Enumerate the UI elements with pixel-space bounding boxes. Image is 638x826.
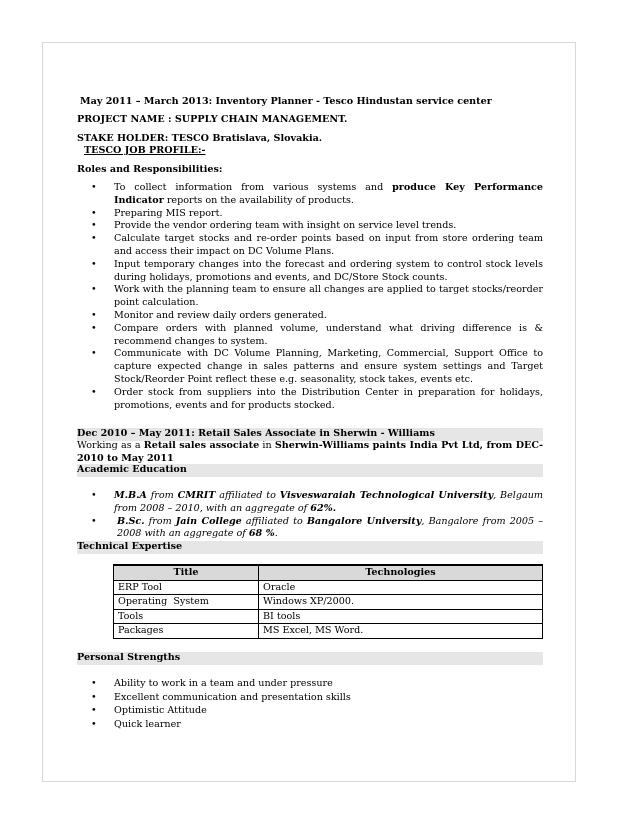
project-name: PROJECT NAME : SUPPLY CHAIN MANAGEMENT. bbox=[77, 114, 348, 125]
sherwin-heading: Dec 2010 – May 2011: Retail Sales Associate in Sherwin - Williams bbox=[77, 428, 543, 441]
table-cell: Oracle bbox=[259, 580, 543, 595]
table-cell: Windows XP/2000. bbox=[259, 595, 543, 610]
list-item: • Excellent communication and presentation skills bbox=[77, 691, 543, 705]
job-title-line: May 2011 – March 2013: Inventory Planner - Tesco Hindustan service center bbox=[80, 96, 492, 107]
column-header-title: Title bbox=[114, 565, 259, 580]
list-item: • Preparing MIS report. bbox=[77, 208, 543, 221]
table-row bbox=[114, 609, 543, 624]
column-header-technologies: Technologies bbox=[259, 565, 543, 580]
list-item: • Ability to work in a team and under pressure bbox=[77, 677, 543, 691]
sherwin-description: Working as a Retail sales associate in Sherwin-Williams paints India Pvt Ltd, from DEC-2010 to May 2011 bbox=[77, 440, 543, 464]
table-cell: ERP Tool bbox=[114, 580, 259, 595]
strengths-list bbox=[77, 677, 543, 731]
list-item: • To collect information from various systems and produce Key Performance Indicator reports on the availability of products. bbox=[77, 182, 543, 208]
list-item: • Input temporary changes into the forecast and ordering system to control stock levels during holidays, promotions and events, and DC/Store Stock counts. bbox=[77, 259, 543, 285]
academic-heading: Academic Education bbox=[77, 464, 543, 477]
list-item: • Optimistic Attitude bbox=[77, 704, 543, 718]
table-cell: MS Excel, MS Word. bbox=[259, 624, 543, 639]
table-cell: BI tools bbox=[259, 609, 543, 624]
table-cell: Packages bbox=[114, 624, 259, 639]
list-item: • Provide the vendor ordering team with insight on service level trends. bbox=[77, 220, 543, 233]
list-item: • Calculate target stocks and re-order points based on input from store ordering team and access their impact on DC Volume Plans. bbox=[77, 233, 543, 259]
table-row bbox=[114, 595, 543, 610]
table-cell: Operating System bbox=[114, 595, 259, 610]
list-item: • B.Sc. from Jain College affiliated to Bangalore University, Bangalore from 2005 – 2008 with an aggregate of 68 %. bbox=[77, 516, 543, 542]
list-item: • Work with the planning team to ensure all changes are applied to target stocks/reorder point calculation. bbox=[77, 284, 543, 310]
table-row bbox=[114, 580, 543, 595]
job-profile-heading: TESCO JOB PROFILE:- bbox=[84, 145, 206, 156]
technical-heading: Technical Expertise bbox=[77, 541, 543, 554]
roles-heading: Roles and Responsibilities: bbox=[77, 164, 223, 175]
table-row bbox=[114, 624, 543, 639]
stake-holder: STAKE HOLDER: TESCO Bratislava, Slovakia. bbox=[77, 133, 323, 144]
list-item: • M.B.A from CMRIT affiliated to Visveswaraiah Technological University, Belgaum from 2008 – 2010, with an aggregate of 62%. bbox=[77, 490, 543, 516]
academic-list bbox=[77, 490, 543, 541]
strengths-heading: Personal Strengths bbox=[77, 652, 543, 665]
list-item: • Order stock from suppliers into the Distribution Center in preparation for holidays, promotions, events and for products stocked. bbox=[77, 387, 543, 413]
list-item: • Compare orders with planned volume, understand what driving difference is & recommend changes to system. bbox=[77, 323, 543, 349]
technical-table bbox=[113, 564, 543, 639]
roles-list bbox=[77, 182, 543, 412]
table-cell: Tools bbox=[114, 609, 259, 624]
list-item: • Quick learner bbox=[77, 718, 543, 732]
list-item: • Communicate with DC Volume Planning, Marketing, Commercial, Support Office to capture expected change in sales patterns and ensure system settings and Target Stock/Reorder Point reflect these e.g. seasonality, stock takes, events etc. bbox=[77, 348, 543, 386]
table-header-row bbox=[114, 565, 543, 580]
list-item: • Monitor and review daily orders generated. bbox=[77, 310, 543, 323]
